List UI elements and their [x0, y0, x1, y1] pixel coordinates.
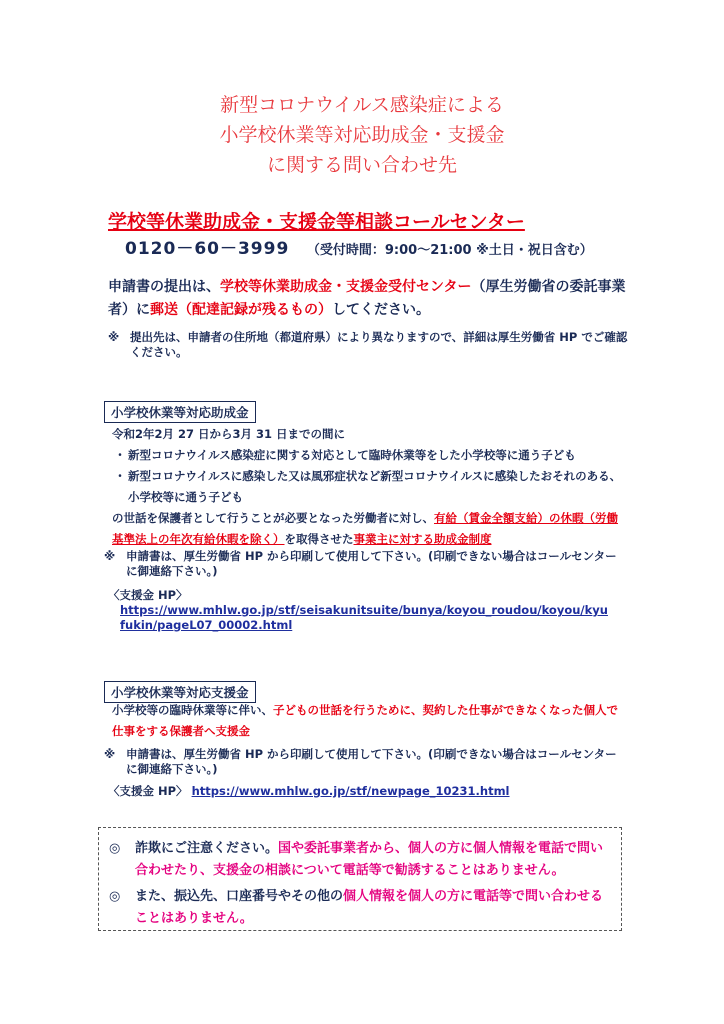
warning-item-1-a: 詐欺にご注意ください。: [135, 841, 279, 856]
warning-mark: ◎: [109, 889, 121, 904]
support-section-label: 小学校休業等対応支援金: [104, 681, 256, 703]
warning-item-1: [109, 838, 611, 882]
warning-item-2-b: 個人情報を個人の方に電話等で問い合わせることはありません。: [135, 889, 604, 926]
subsidy-period: 令和2年2月 27 日から3月 31 日までの間に: [112, 427, 346, 441]
subsidy-note-text: 申請書は、厚生労働省 HP から印刷して使用して下さい。(印刷できない場合はコールセンターに御連絡下さい。): [126, 549, 617, 578]
subsidy-body: [112, 424, 622, 550]
submission-note: [108, 330, 628, 360]
support-link-block: [108, 784, 510, 799]
support-note-text: 申請書は、厚生労働省 HP から印刷して使用して下さい。(印刷できない場合はコールセンターに御連絡下さい。): [126, 747, 617, 776]
title-line-1: 新型コロナウイルス感染症による: [220, 94, 504, 116]
call-center-contact: [125, 234, 593, 259]
support-desc-a: 小学校等の臨時休業等に伴い、: [112, 703, 273, 717]
call-center-hours: （受付時間：9:00～21:00 ※土日・祝日含む）: [306, 243, 593, 258]
subsidy-desc-a: の世話を保護者として行うことが必要となった労働者に対し、: [112, 511, 434, 525]
submission-paragraph: [108, 276, 628, 322]
subsidy-section-label: 小学校休業等対応助成金: [104, 401, 256, 423]
support-note: [104, 747, 624, 777]
support-hp-link[interactable]: https://www.mhlw.go.jp/stf/newpage_10231.html: [191, 784, 510, 798]
subsidy-bullet: [112, 466, 622, 508]
document-title: [0, 90, 724, 180]
support-body: [112, 700, 622, 742]
title-line-3: に関する問い合わせ先: [266, 154, 457, 176]
submission-center-name: 学校等休業助成金・支援金受付センター: [220, 279, 472, 295]
submission-method: 郵送（配達記録が残るもの）: [150, 302, 332, 318]
bullet-mark: ・: [114, 448, 126, 462]
subsidy-bullet-2: 新型コロナウイルスに感染した又は風邪症状など新型コロナウイルスに感染したおそれのある、小学校等に通う子ども: [128, 469, 622, 504]
subsidy-bullet-1: 新型コロナウイルス感染症に関する対応として臨時休業等をした小学校等に通う子ども: [128, 448, 576, 462]
call-center-phone: 0120－60－3999: [125, 239, 290, 259]
submission-text-1: 申請書の提出は、: [108, 279, 220, 295]
subsidy-link-label: 〈支援金 HP〉: [108, 588, 188, 602]
warning-mark: ◎: [109, 841, 121, 856]
submission-note-text: 提出先は、申請者の住所地（都道府県）により異なりますので、詳細は厚生労働省 HP でご確認ください。: [130, 330, 628, 359]
call-center-name: 学校等休業助成金・支援金等相談コールセンター: [108, 211, 525, 233]
subsidy-desc-employer: 事業主に対する助成金制度: [353, 532, 492, 546]
warning-item-2-a: また、振込先、口座番号やその他の: [135, 889, 344, 904]
support-link-label: 〈支援金 HP〉: [108, 784, 188, 798]
subsidy-desc-c: を取得させた: [284, 532, 354, 546]
subsidy-hp-link[interactable]: https://www.mhlw.go.jp/stf/seisakunitsuite/bunya/koyou_roudou/koyou/kyufukin/pageL07_00002.html: [120, 603, 608, 632]
submission-text-3: してください。: [332, 302, 430, 318]
subsidy-desc-paid-leave: 有給（賃金全額支給）の休暇（労働基準法上の年次有給休暇を除く）: [112, 511, 618, 546]
title-line-2: 小学校休業等対応助成金・支援金: [219, 124, 505, 146]
warning-item-2: [109, 886, 611, 930]
subsidy-bullet: [112, 445, 622, 466]
support-desc-b: 子どもの世話を行うために、契約した仕事ができなくなった個人で仕事をする保護者へ支援金: [112, 703, 618, 738]
bullet-mark: ・: [114, 469, 126, 483]
subsidy-note: [104, 549, 624, 579]
warning-item-1-b: 国や委託事業者から、個人の方に個人情報を電話で問い合わせたり、支援金の相談について電話等で勧誘することはありません。: [135, 841, 604, 878]
submission-text-2: （厚生労働省の委託事業者）に: [108, 279, 626, 318]
note-mark: ※: [108, 330, 120, 344]
note-mark: ※: [104, 549, 116, 563]
note-mark: ※: [104, 747, 116, 761]
fraud-warning-box: [98, 827, 622, 931]
subsidy-link-block: [108, 588, 608, 633]
subsidy-description: [112, 508, 622, 550]
